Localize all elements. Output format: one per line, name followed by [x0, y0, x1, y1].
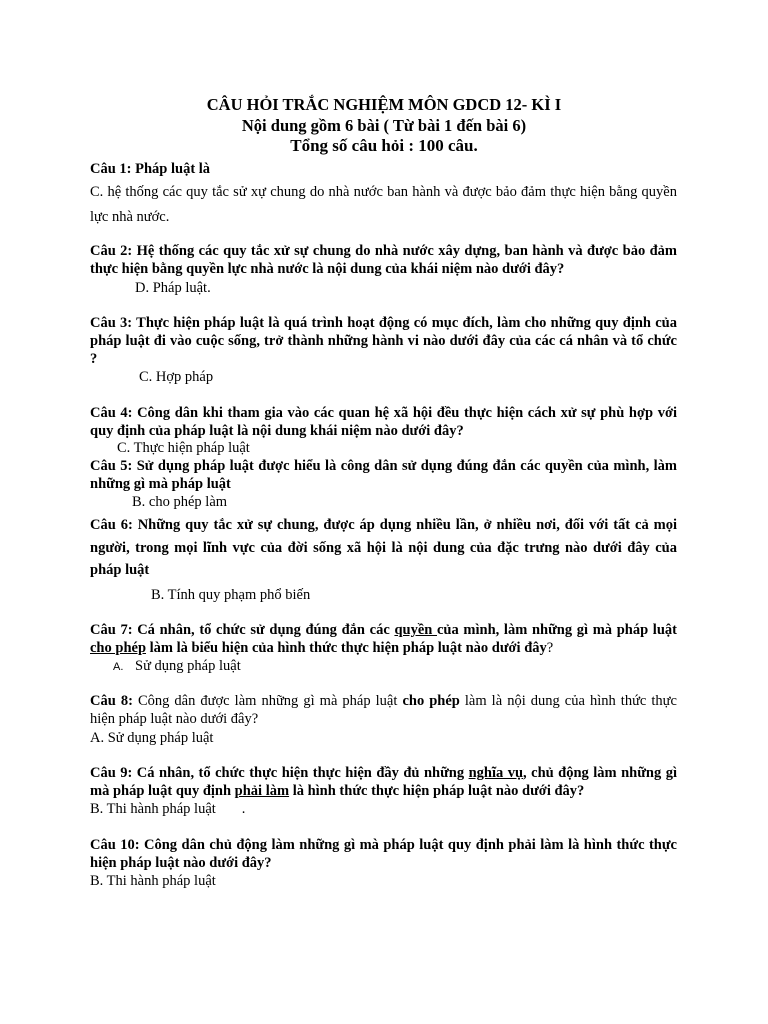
answer-1: C. hệ thống các quy tắc sử xự chung do nhà nước ban hành và được bảo đảm thực hiện bằng quyền lực nhà nước.	[90, 184, 677, 225]
question-1: Câu 1: Pháp luật là	[90, 161, 211, 177]
answer-9-tail: .	[241, 801, 246, 817]
answer-7-marker: A.	[113, 661, 124, 673]
q8-text-2: làm là nội dung của hình thức thực hiện pháp luật nào dưới đây?	[90, 693, 677, 727]
document-title: CÂU HỎI TRẮC NGHIỆM MÔN GDCD 12- KÌ I	[206, 95, 562, 114]
q7-text-1: Câu 7: Cá nhân, tổ chức sử dụng đúng đắn các	[90, 622, 395, 638]
question-10: Câu 10: Công dân chủ động làm những gì mà pháp luật quy định phải làm là hình thức thực hiện pháp luật nào dưới đây?	[90, 837, 677, 871]
answer-7	[113, 657, 241, 676]
q7-text-3: làm là biểu hiện của hình thức thực hiện pháp luật nào dưới đây	[146, 640, 547, 656]
q9-text-2: , chủ động làm những gì mà pháp luật quy định	[90, 765, 677, 799]
q8-bold-cho-phep: cho phép	[402, 693, 460, 709]
answer-9-text: B. Thi hành pháp luật	[90, 801, 216, 817]
question-9	[90, 764, 677, 800]
answer-2: D. Pháp luật.	[135, 280, 211, 296]
document-subtitle: Nội dung gồm 6 bài ( Từ bài 1 đến bài 6)	[241, 116, 527, 135]
q7-question-mark: ?	[546, 640, 554, 656]
answer-7-text: Sử dụng pháp luật	[135, 658, 241, 674]
answer-5: B. cho phép làm	[132, 494, 228, 510]
answer-10: B. Thi hành pháp luật	[90, 873, 216, 889]
question-total: Tổng số câu hỏi : 100 câu.	[290, 136, 478, 155]
question-8	[90, 692, 677, 728]
question-3: Câu 3: Thực hiện pháp luật là quá trình hoạt động có mục đích, làm cho những quy định của pháp luật đi vào cuộc sống, trở thành những hành vi nào dưới đây của các cá nhân và tổ chức ?	[90, 315, 677, 367]
answer-4: C. Thực hiện pháp luật	[117, 440, 250, 456]
q9-text-3: là hình thức thực hiện pháp luật nào dưới đây?	[289, 783, 585, 799]
q9-text-1: Câu 9: Cá nhân, tổ chức thực hiện thực hiện đầy đủ những	[90, 765, 469, 781]
answer-8: A. Sử dụng pháp luật	[90, 730, 214, 746]
answer-6: B. Tính quy phạm phổ biến	[151, 587, 311, 603]
q8-text-1: Công dân được làm những gì mà pháp luật	[132, 693, 403, 709]
answer-3: C. Hợp pháp	[139, 369, 214, 385]
question-5: Câu 5: Sử dụng pháp luật được hiểu là công dân sử dụng đúng đắn các quyền của mình, làm những gì mà pháp luật	[90, 458, 677, 492]
question-2: Câu 2: Hệ thống các quy tắc xử sự chung do nhà nước xây dựng, ban hành và được bảo đảm thực hiện bằng quyền lực nhà nước là nội dung của khái niệm nào dưới đây?	[90, 243, 677, 277]
q9-underlined-phai-lam: phải làm	[234, 783, 290, 799]
q7-underlined-quyen: quyền	[394, 622, 437, 638]
answer-9	[90, 800, 245, 818]
q7-text-2: của mình, làm những gì mà pháp luật	[436, 622, 677, 638]
question-6: Câu 6: Những quy tắc xử sự chung, được áp dụng nhiều lần, ở nhiều nơi, đối với tất cả mọi người, trong mọi lĩnh vực của đời sống xã hội là nội dung của đặc trưng nào dưới đây của pháp luật	[90, 517, 677, 578]
q7-underlined-cho-phep: cho phép	[90, 640, 147, 656]
question-4: Câu 4: Công dân khi tham gia vào các quan hệ xã hội đều thực hiện cách xử sự phù hợp với quy định của pháp luật là nội dung khái niệm nào dưới đây?	[90, 405, 677, 439]
q8-label: Câu 8:	[90, 693, 133, 709]
q9-underlined-nghia-vu: nghĩa vụ	[468, 765, 524, 781]
question-7	[90, 621, 677, 657]
